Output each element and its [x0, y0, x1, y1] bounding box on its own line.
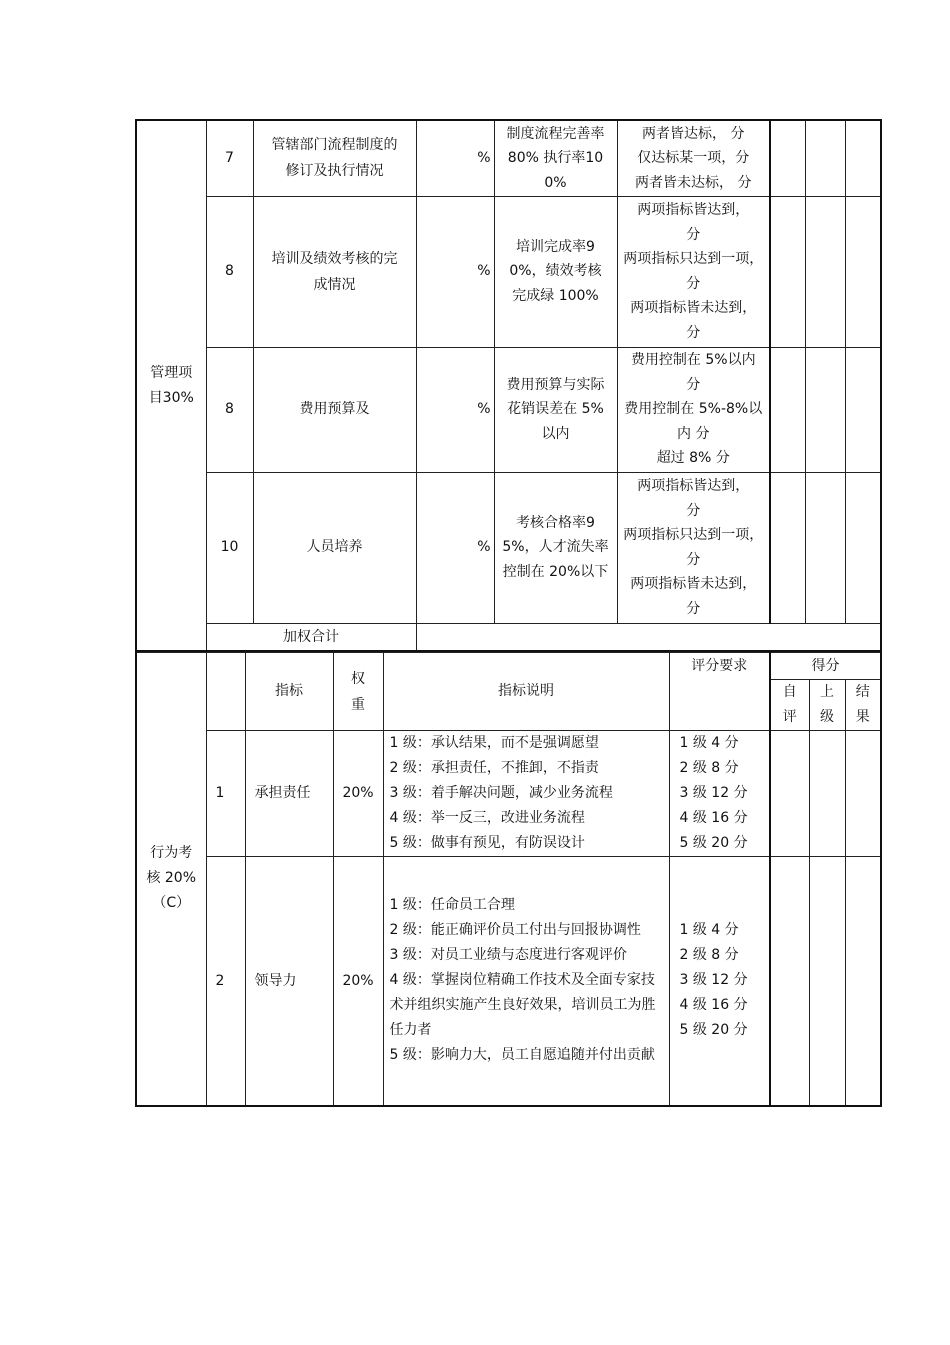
rule-line: 费用控制在 5%以内: [630, 352, 756, 369]
row-number: 2: [206, 857, 245, 1106]
header-scoring: 评分要求: [669, 653, 770, 731]
target-cell: 费用预算与实际花销误差在 5%以内: [494, 347, 617, 472]
self-score-cell[interactable]: [770, 472, 805, 623]
weight-cell: %: [416, 347, 494, 472]
rule-line: 两项指标皆未达到， 分: [630, 300, 757, 341]
target-cell: 制度流程完善率 80% 执行率100%: [494, 120, 617, 196]
superior-score-cell[interactable]: [805, 472, 845, 623]
management-table: [135, 119, 882, 652]
header-description: 指标说明: [383, 653, 669, 731]
weight-cell: %: [416, 120, 494, 196]
table-row: [136, 731, 881, 857]
weight-cell: %: [416, 196, 494, 347]
indicator-name: 培训及绩效考核的完成情况: [253, 196, 416, 347]
target-cell: 培训完成率90%，绩效考核完成绿 100%: [494, 196, 617, 347]
rule-cell: [617, 347, 770, 472]
scoring-cell: [669, 731, 770, 857]
self-score-cell[interactable]: [770, 196, 805, 347]
level-line: 3 级：着手解决问题，减少业务流程: [389, 785, 613, 801]
level-line: 4 级：举一反三，改进业务流程: [389, 810, 585, 826]
rule-line: 仅达标某一项，分: [637, 150, 750, 166]
target-cell: 考核合格率95%，人才流失率控制在 20%以下: [494, 472, 617, 623]
score-line: 1 级 4 分: [679, 922, 739, 939]
score-line: 4 级 16 分: [679, 997, 748, 1014]
header-indicator: 指标: [245, 653, 333, 731]
header-row: [136, 653, 881, 680]
total-value-cell[interactable]: [416, 623, 881, 651]
table-row: [136, 347, 881, 472]
table-row: [136, 120, 881, 196]
result-score-cell[interactable]: [845, 472, 881, 623]
rule-line: 两项指标只达到一项，分: [623, 251, 764, 292]
assessment-sheet: [135, 119, 880, 1107]
total-label: 加权合计: [206, 623, 416, 651]
rule-cell: [617, 120, 770, 196]
indicator-name: 承担责任: [245, 731, 333, 857]
result-score-cell[interactable]: [845, 196, 881, 347]
superior-score-cell[interactable]: [809, 857, 845, 1106]
score-line: 2 级 8 分: [679, 947, 739, 964]
category-management: 管理项目30%: [136, 120, 206, 651]
level-line: 1 级：承认结果，而不是强调愿望: [389, 735, 599, 751]
score-line: 5 级 20 分: [679, 835, 748, 851]
row-number: 10: [206, 472, 253, 623]
rule-line: 两项指标皆未达到， 分: [630, 576, 757, 617]
rule-line: 分: [686, 226, 701, 243]
table-row: [136, 472, 881, 623]
rule-line: 分: [686, 502, 701, 519]
level-line: 5 级：影响力大，员工自愿追随并付出贡献: [389, 1047, 655, 1064]
row-number: 1: [206, 731, 245, 857]
description-cell: [383, 731, 669, 857]
header-weight: 权重: [333, 653, 383, 731]
self-score-cell[interactable]: [770, 120, 805, 196]
level-line: 4 级：掌握岗位精确工作技术及全面专家技术并组织实施产生良好效果，培训员工为胜任力者: [389, 972, 656, 1039]
header-self: 自评: [770, 680, 809, 731]
row-number: 7: [206, 120, 253, 196]
header-result: 结果: [845, 680, 881, 731]
score-line: 2 级 8 分: [679, 760, 739, 776]
level-line: 2 级：承担责任，不推卸，不指责: [389, 760, 599, 776]
category-behavior: 行为考核 20%（C）: [136, 653, 206, 1106]
indicator-name: 人员培养: [253, 472, 416, 623]
weight-cell: 20%: [333, 731, 383, 857]
rule-line: 两者皆达标， 分: [642, 125, 745, 142]
superior-score-cell[interactable]: [805, 120, 845, 196]
scoring-cell: [669, 857, 770, 1106]
level-line: 2 级：能正确评价员工付出与回报协调性: [389, 922, 641, 939]
indicator-name: 管辖部门流程制度的修订及执行情况: [253, 120, 416, 196]
rule-line: 两项指标皆达到，: [637, 478, 750, 494]
table-row: [136, 857, 881, 1106]
rule-line: 两者皆未达标， 分: [635, 174, 752, 191]
row-number: 8: [206, 196, 253, 347]
weight-cell: %: [416, 472, 494, 623]
superior-score-cell[interactable]: [805, 347, 845, 472]
score-line: 3 级 12 分: [679, 785, 748, 801]
self-score-cell[interactable]: [770, 731, 809, 857]
indicator-name: 领导力: [245, 857, 333, 1106]
rule-cell: [617, 472, 770, 623]
rule-line: 两项指标只达到一项， 分: [623, 527, 764, 568]
rule-line: 超过 8% 分: [656, 450, 730, 467]
weight-cell: 20%: [333, 857, 383, 1106]
score-line: 1 级 4 分: [679, 735, 739, 751]
level-line: 3 级：对员工业绩与态度进行客观评价: [389, 947, 627, 964]
rule-line: 两项指标皆达到，: [637, 202, 750, 218]
header-no: [206, 653, 245, 731]
level-line: 5 级：做事有预见，有防误设计: [389, 835, 585, 851]
result-score-cell[interactable]: [845, 857, 881, 1106]
self-score-cell[interactable]: [770, 857, 809, 1106]
score-line: 3 级 12 分: [679, 972, 748, 989]
rule-cell: [617, 196, 770, 347]
behavior-table: [135, 652, 882, 1107]
result-score-cell[interactable]: [845, 731, 881, 857]
row-number: 8: [206, 347, 253, 472]
level-line: 1 级：任命员工合理: [389, 897, 515, 914]
header-score: 得分: [770, 653, 881, 680]
result-score-cell[interactable]: [845, 347, 881, 472]
superior-score-cell[interactable]: [805, 196, 845, 347]
score-line: 5 级 20 分: [679, 1022, 748, 1039]
result-score-cell[interactable]: [845, 120, 881, 196]
description-cell: [383, 857, 669, 1106]
indicator-name: 费用预算及: [253, 347, 416, 472]
rule-line: 费用控制在 5%-8%以内 分: [624, 401, 763, 442]
superior-score-cell[interactable]: [809, 731, 845, 857]
total-row: [136, 623, 881, 651]
table-row: [136, 196, 881, 347]
self-score-cell[interactable]: [770, 347, 805, 472]
header-superior: 上级: [809, 680, 845, 731]
score-line: 4 级 16 分: [679, 810, 748, 826]
rule-line: 分: [686, 376, 701, 393]
